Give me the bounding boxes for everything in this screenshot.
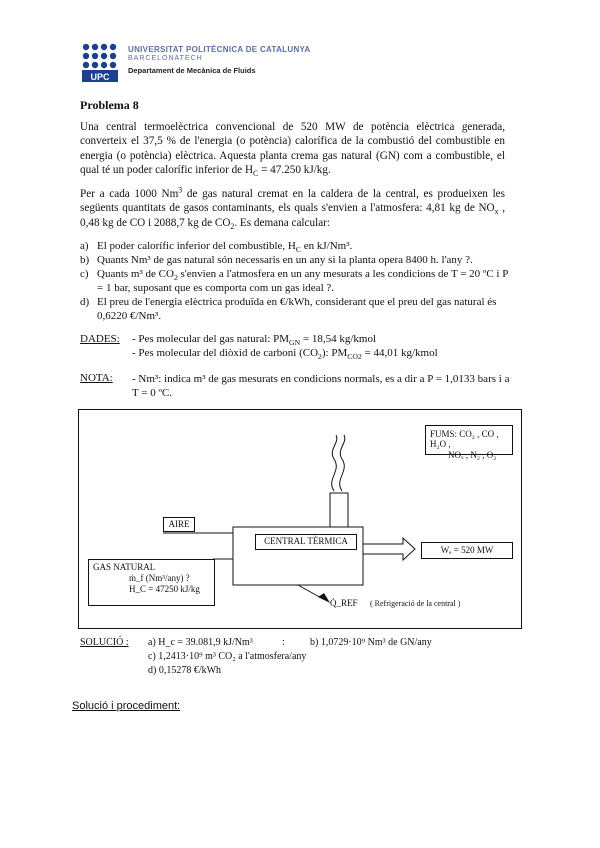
- intro-paragraph: Una central termoelèctrica convencional de 520 MW de potència elèctrica generada, converteix el 37,5 % de l'energia (o potència) calorífica de la combustió del combustible en energia (o potència) elèctrica. Aquesta planta crema gas natural (GN) com a combustible, el qual té un poder calorífic inferior de $H_C = 47.250$ kJ/kg.: [80, 121, 505, 179]
- solucio-a: a) H_c = 39.081,9 kJ/Nm³: [148, 637, 253, 648]
- university-name: UNIVERSITAT POLITÈCNICA DE CATALUNYA: [128, 45, 311, 54]
- question-list: [80, 239, 510, 323]
- qref-arrowhead: [318, 593, 330, 603]
- solucio-label: SOLUCIÓ :: [80, 637, 129, 648]
- solucio-d: d) 0,15278 €/kWh: [148, 665, 222, 676]
- power-box: Wₑ = 520 MW: [421, 542, 513, 559]
- smoke-line-1: [332, 435, 337, 491]
- procediment-heading: Solució i procediment:: [72, 700, 181, 712]
- fums-box: FUMS: CO₂ , CO , H₂O , NOₓ , N₂ , O₂: [425, 425, 513, 455]
- emissions-paragraph: Per a cada 1000 Nm$^3$ de gas natural cremat en la caldera de la central, es produeixen les següents quantitats de gasos contaminants, els quals s'envien a l'atmosfera: 4,81 kg de $NO_x$ , 0,48 kg de CO i 2088,7 kg de $CO_2$. Es demana calcular:: [80, 185, 506, 232]
- qref-note: ( Refrigeració de la central ): [370, 599, 461, 608]
- aire-box: AIRE: [163, 517, 195, 532]
- campus-name: BARCELONATECH: [128, 55, 203, 62]
- question-item: a) El poder calorífic inferior del combustible, $H_C$ en kJ/Nm³.: [80, 240, 353, 255]
- upc-logo: [80, 42, 122, 84]
- solucio-c: c) 1,2413·10⁹ m³ CO₂ a l'atmosfera/any: [148, 651, 307, 662]
- logo-text: UPC: [90, 72, 110, 82]
- central-label-box: CENTRAL TÈRMICA: [255, 534, 357, 550]
- problem-title: Problema 8: [80, 98, 139, 112]
- chimney: [330, 493, 348, 527]
- dades-line-2: - Pes molecular del diòxid de carboni $(CO_2)$: $PM_{CO2} = 44,01$ kg/kmol: [132, 347, 438, 362]
- solucio-sep: :: [282, 637, 285, 648]
- question-item: d) El preu de l'energia elèctrica produïda en €/kWh, considerant que el preu del gas natural és 0,6220 €/Nm³.: [80, 296, 497, 322]
- department-name: Departament de Mecànica de Fluids: [128, 66, 256, 75]
- dades-line-1: - Pes molecular del gas natural: $PM_{GN} = 18,54$ kg/kmol: [132, 333, 377, 348]
- nota-text: - Nm³: indica m³ de gas mesurats en condicions normals, es a dir a P = 1,0133 bars i a T = 0 ºC.: [132, 373, 510, 399]
- qref-label: Q̇_REF: [330, 598, 358, 608]
- power-arrow: [363, 538, 415, 560]
- smoke-line-2: [340, 435, 345, 491]
- nota-label: NOTA:: [80, 372, 113, 384]
- question-item: b) Quants Nm³ de gas natural són necessaris en un any si la planta opera 8400 h. l'any ?.: [80, 254, 473, 266]
- question-item: c) Quants m³ de $CO_2$ s'envien a l'atmosfera en un any mesurats a les condicions de T = 20 ºC i P = 1 bar, suposant que es comporta com un gas ideal ?.: [80, 268, 508, 294]
- solucio-b: b) 1,0729·10⁹ Nm³ de GN/any: [310, 637, 432, 648]
- gas-box: GAS NATURAL ṁ_f (Nm³/any) ? H_C = 47250 kJ/kg: [88, 559, 215, 606]
- dades-label: DADES:: [80, 333, 120, 345]
